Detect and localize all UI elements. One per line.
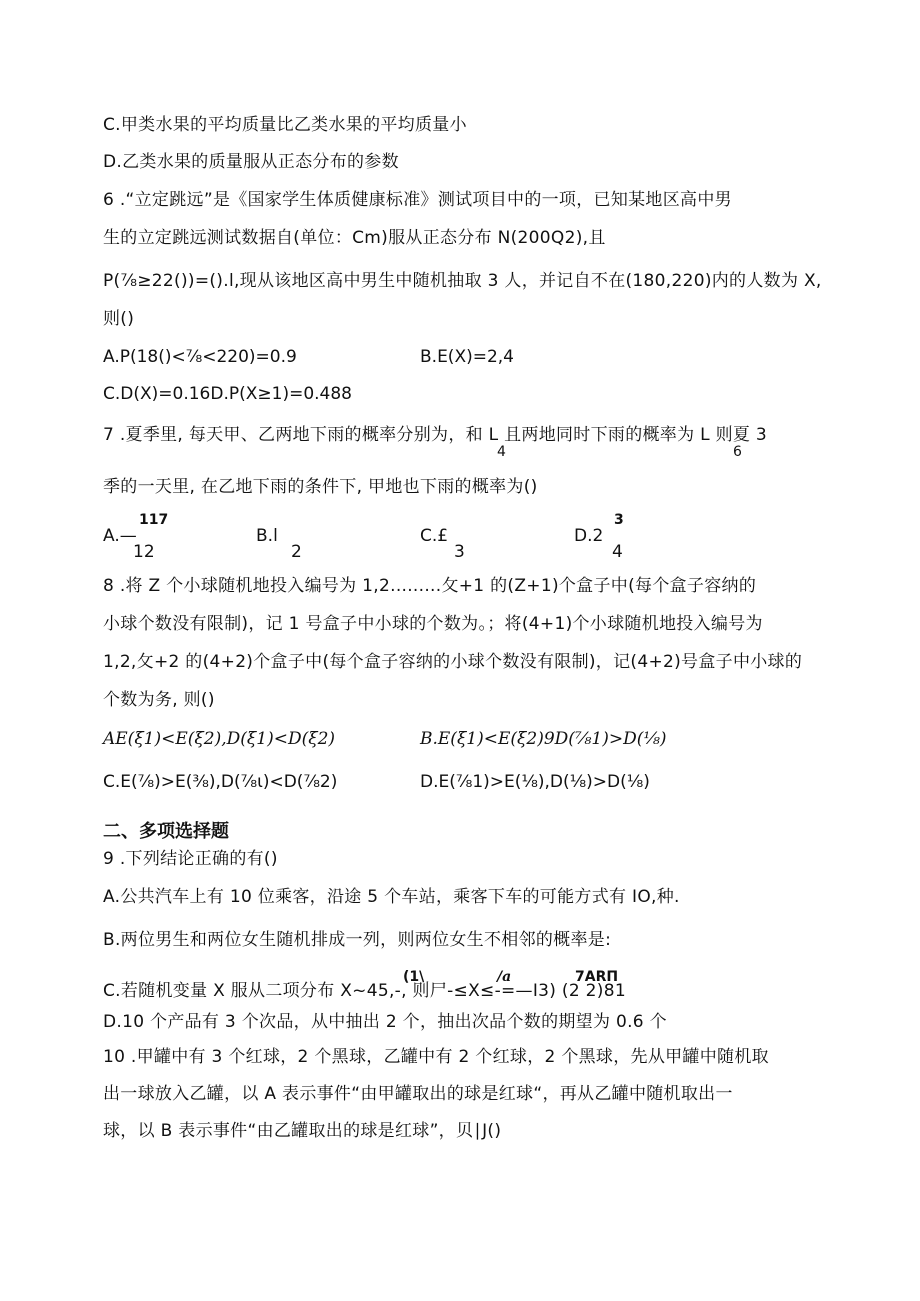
q9-option-c-superscript-2: /a — [497, 969, 512, 985]
q7-option-b: B.l — [256, 526, 278, 546]
q5-option-c: C.甲类水果的平均质量比乙类水果的平均质量小 — [103, 115, 467, 135]
q9-option-d: D.10 个产品有 3 个次品，从中抽出 2 个，抽出次品个数的期望为 0.6 个 — [103, 1012, 667, 1032]
q7-option-c: C.£ — [420, 526, 449, 546]
q10-stem-line-3: 球，以 B 表示事件“由乙罐取出的球是红球”，贝∣J() — [103, 1121, 502, 1141]
q6-stem-line-3: P(⅞≥22())=().l,现从该地区高中男生中随机抽取 3 人，并记自不在(180,220)内的人数为 X, — [103, 271, 822, 291]
q8-stem-line-4: 个数为务, 则() — [103, 690, 215, 710]
q7-fraction-1-denominator: 4 — [497, 444, 506, 460]
q7-option-a-numerator: 117 — [139, 512, 169, 528]
q6-option-cd: C.D(X)=0.16D.P(X≥1)=0.488 — [103, 384, 352, 404]
q8-option-a: AE(ξ1)<E(ξ2),D(ξ1)<D(ξ2) — [103, 729, 336, 749]
q7-stem-line-2: 季的一天里, 在乙地下雨的条件下, 甲地也下雨的概率为() — [103, 477, 538, 497]
q10-stem-line-1: 10 .甲罐中有 3 个红球，2 个黑球，乙罐中有 2 个红球，2 个黑球，先从甲罐中随机取 — [103, 1047, 769, 1067]
q8-stem-line-1: 8 .将 Z 个小球随机地投入编号为 1,2.........攵+1 的(Z+1)个盒子中(每个盒子容纳的 — [103, 576, 757, 596]
q9-option-a: A.公共汽车上有 10 位乘客，沿途 5 个车站，乘客下车的可能方式有 IO,种. — [103, 887, 680, 907]
q8-option-d: D.E(⅞1)>E(⅛),D(⅛)>D(⅛) — [420, 772, 650, 792]
q7-option-d-numerator: 3 — [614, 512, 624, 528]
q9-option-c: C.若随机变量 X 服从二项分布 X~45,-, 则尸-≤X≤-=—I3) (2 2)81 — [103, 981, 626, 1001]
q8-stem-line-2: 小球个数没有限制)，记 1 号盒子中小球的个数为。；将(4+1)个小球随机地投入编号为 — [103, 614, 763, 634]
q10-stem-line-2: 出一球放入乙罐，以 A 表示事件“由甲罐取出的球是红球“，再从乙罐中随机取出一 — [103, 1084, 733, 1104]
q8-option-b: B.E(ξ1)<E(ξ2)9D(⅞1)>D(⅛) — [420, 729, 667, 749]
q7-option-b-denominator: 2 — [291, 542, 302, 562]
q9-option-c-superscript-1: (1\ — [403, 969, 425, 985]
q6-stem-line-2: 生的立定跳远测试数据自(单位：Cm)服从正态分布 N(200Q2),且 — [103, 228, 606, 248]
q6-option-a: A.P(18()<⅞<220)=0.9 — [103, 347, 297, 367]
q6-stem-line-1: 6 .“立定跳远”是《国家学生体质健康标准》测试项目中的一项，已知某地区高中男 — [103, 190, 732, 210]
q7-option-c-denominator: 3 — [454, 542, 465, 562]
q7-option-a-denominator: 12 — [133, 542, 155, 562]
q9-option-b: B.两位男生和两位女生随机排成一列，则两位女生不相邻的概率是: — [103, 930, 612, 950]
section-2-title: 二、多项选择题 — [103, 821, 229, 842]
q5-option-d: D.乙类水果的质量服从正态分布的参数 — [103, 152, 399, 172]
q6-option-b: B.E(X)=2,4 — [420, 347, 514, 367]
q7-option-d-denominator: 4 — [612, 542, 623, 562]
q7-option-a: A.— — [103, 526, 137, 546]
q8-stem-line-3: 1,2,攵+2 的(4+2)个盒子中(每个盒子容纳的小球个数没有限制)，记(4+2)号盒子中小球的 — [103, 652, 803, 672]
q7-stem-line-1: 7 .夏季里, 每天甲、乙两地下雨的概率分别为，和 L 且两地同时下雨的概率为 L 则夏 3 — [103, 425, 768, 445]
q6-stem-line-4: 则() — [103, 309, 135, 329]
q7-option-d: D.2 — [574, 526, 604, 546]
q8-option-c: C.E(⅞)>E(⅜),D(⅞ι)<D(⅞2) — [103, 772, 338, 792]
q9-option-c-superscript-3: 7ARΠ — [575, 969, 619, 985]
q7-fraction-2-denominator: 6 — [733, 444, 742, 460]
q9-stem: 9 .下列结论正确的有() — [103, 849, 278, 869]
